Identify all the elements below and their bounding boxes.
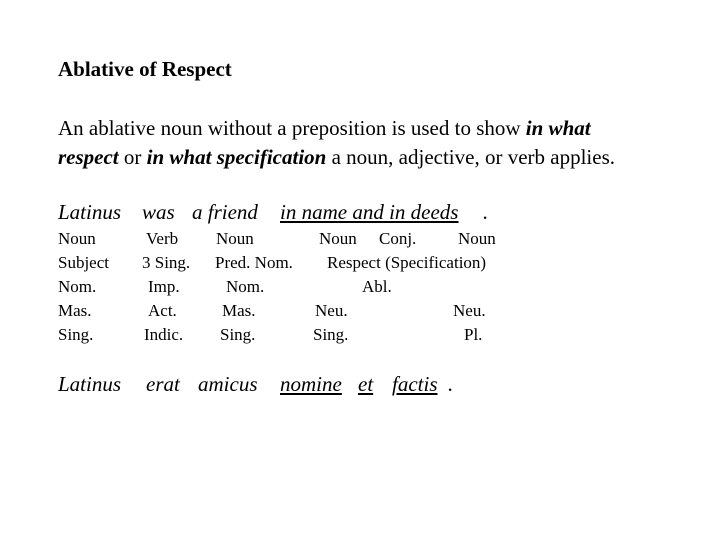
grammar-respect-label: Respect (Specification) xyxy=(327,253,487,272)
description-text: An ablative noun without a preposition is used to show xyxy=(58,116,526,140)
description-emphasis: respect xyxy=(58,145,119,169)
english-phrase-in-name-and-in-deeds: in name and in deeds xyxy=(280,200,459,224)
grammar-amicus-case: Nom. xyxy=(226,277,265,296)
grammar-erat-voice: Act. xyxy=(148,301,177,320)
grammar-latinus-pos: Noun xyxy=(58,229,96,248)
grammar-amicus-number: Sing. xyxy=(220,325,256,344)
english-period: . xyxy=(483,200,489,224)
grammar-amicus-gender: Mas. xyxy=(222,301,256,320)
description-emphasis: in what specification xyxy=(146,145,327,169)
grammar-amicus-pos: Noun xyxy=(216,229,254,248)
grammar-latinus-case: Nom. xyxy=(58,277,97,296)
grammar-nomine-gender: Neu. xyxy=(315,301,348,320)
description-emphasis: in what xyxy=(525,116,591,140)
grammar-erat-pos: Verb xyxy=(146,229,179,248)
latin-word-factis: factis xyxy=(392,372,438,396)
grammar-latinus-function: Subject xyxy=(58,253,109,272)
grammar-latinus-number: Sing. xyxy=(58,325,94,344)
grammar-erat-tense: Imp. xyxy=(148,277,180,296)
grammar-erat-person: 3 Sing. xyxy=(142,253,191,272)
english-word-latinus: Latinus xyxy=(58,200,122,224)
latin-period: . xyxy=(448,372,454,396)
english-word-a-friend: a friend xyxy=(192,200,258,224)
grammar-latinus-gender: Mas. xyxy=(58,301,92,320)
latin-word-erat: erat xyxy=(146,372,180,396)
grammar-amicus-function: Pred. Nom. xyxy=(215,253,293,272)
description-text: or xyxy=(118,145,147,169)
grammar-factis-pos: Noun xyxy=(458,229,496,248)
grammar-et-pos: Conj. xyxy=(379,229,417,248)
latin-word-nomine: nomine xyxy=(280,372,342,396)
english-word-was: was xyxy=(142,200,175,224)
grammar-factis-number: Pl. xyxy=(464,325,483,344)
description-text: a noun, adjective, or verb applies. xyxy=(326,145,615,169)
grammar-ablative-label: Abl. xyxy=(362,277,392,296)
latin-word-et: et xyxy=(358,372,374,396)
grammar-nomine-number: Sing. xyxy=(313,325,349,344)
slide-title: Ablative of Respect xyxy=(58,57,232,81)
latin-word-latinus: Latinus xyxy=(58,372,122,396)
latin-word-amicus: amicus xyxy=(198,372,258,396)
grammar-erat-mood: Indic. xyxy=(144,325,184,344)
grammar-factis-gender: Neu. xyxy=(453,301,486,320)
grammar-nomine-pos: Noun xyxy=(319,229,357,248)
